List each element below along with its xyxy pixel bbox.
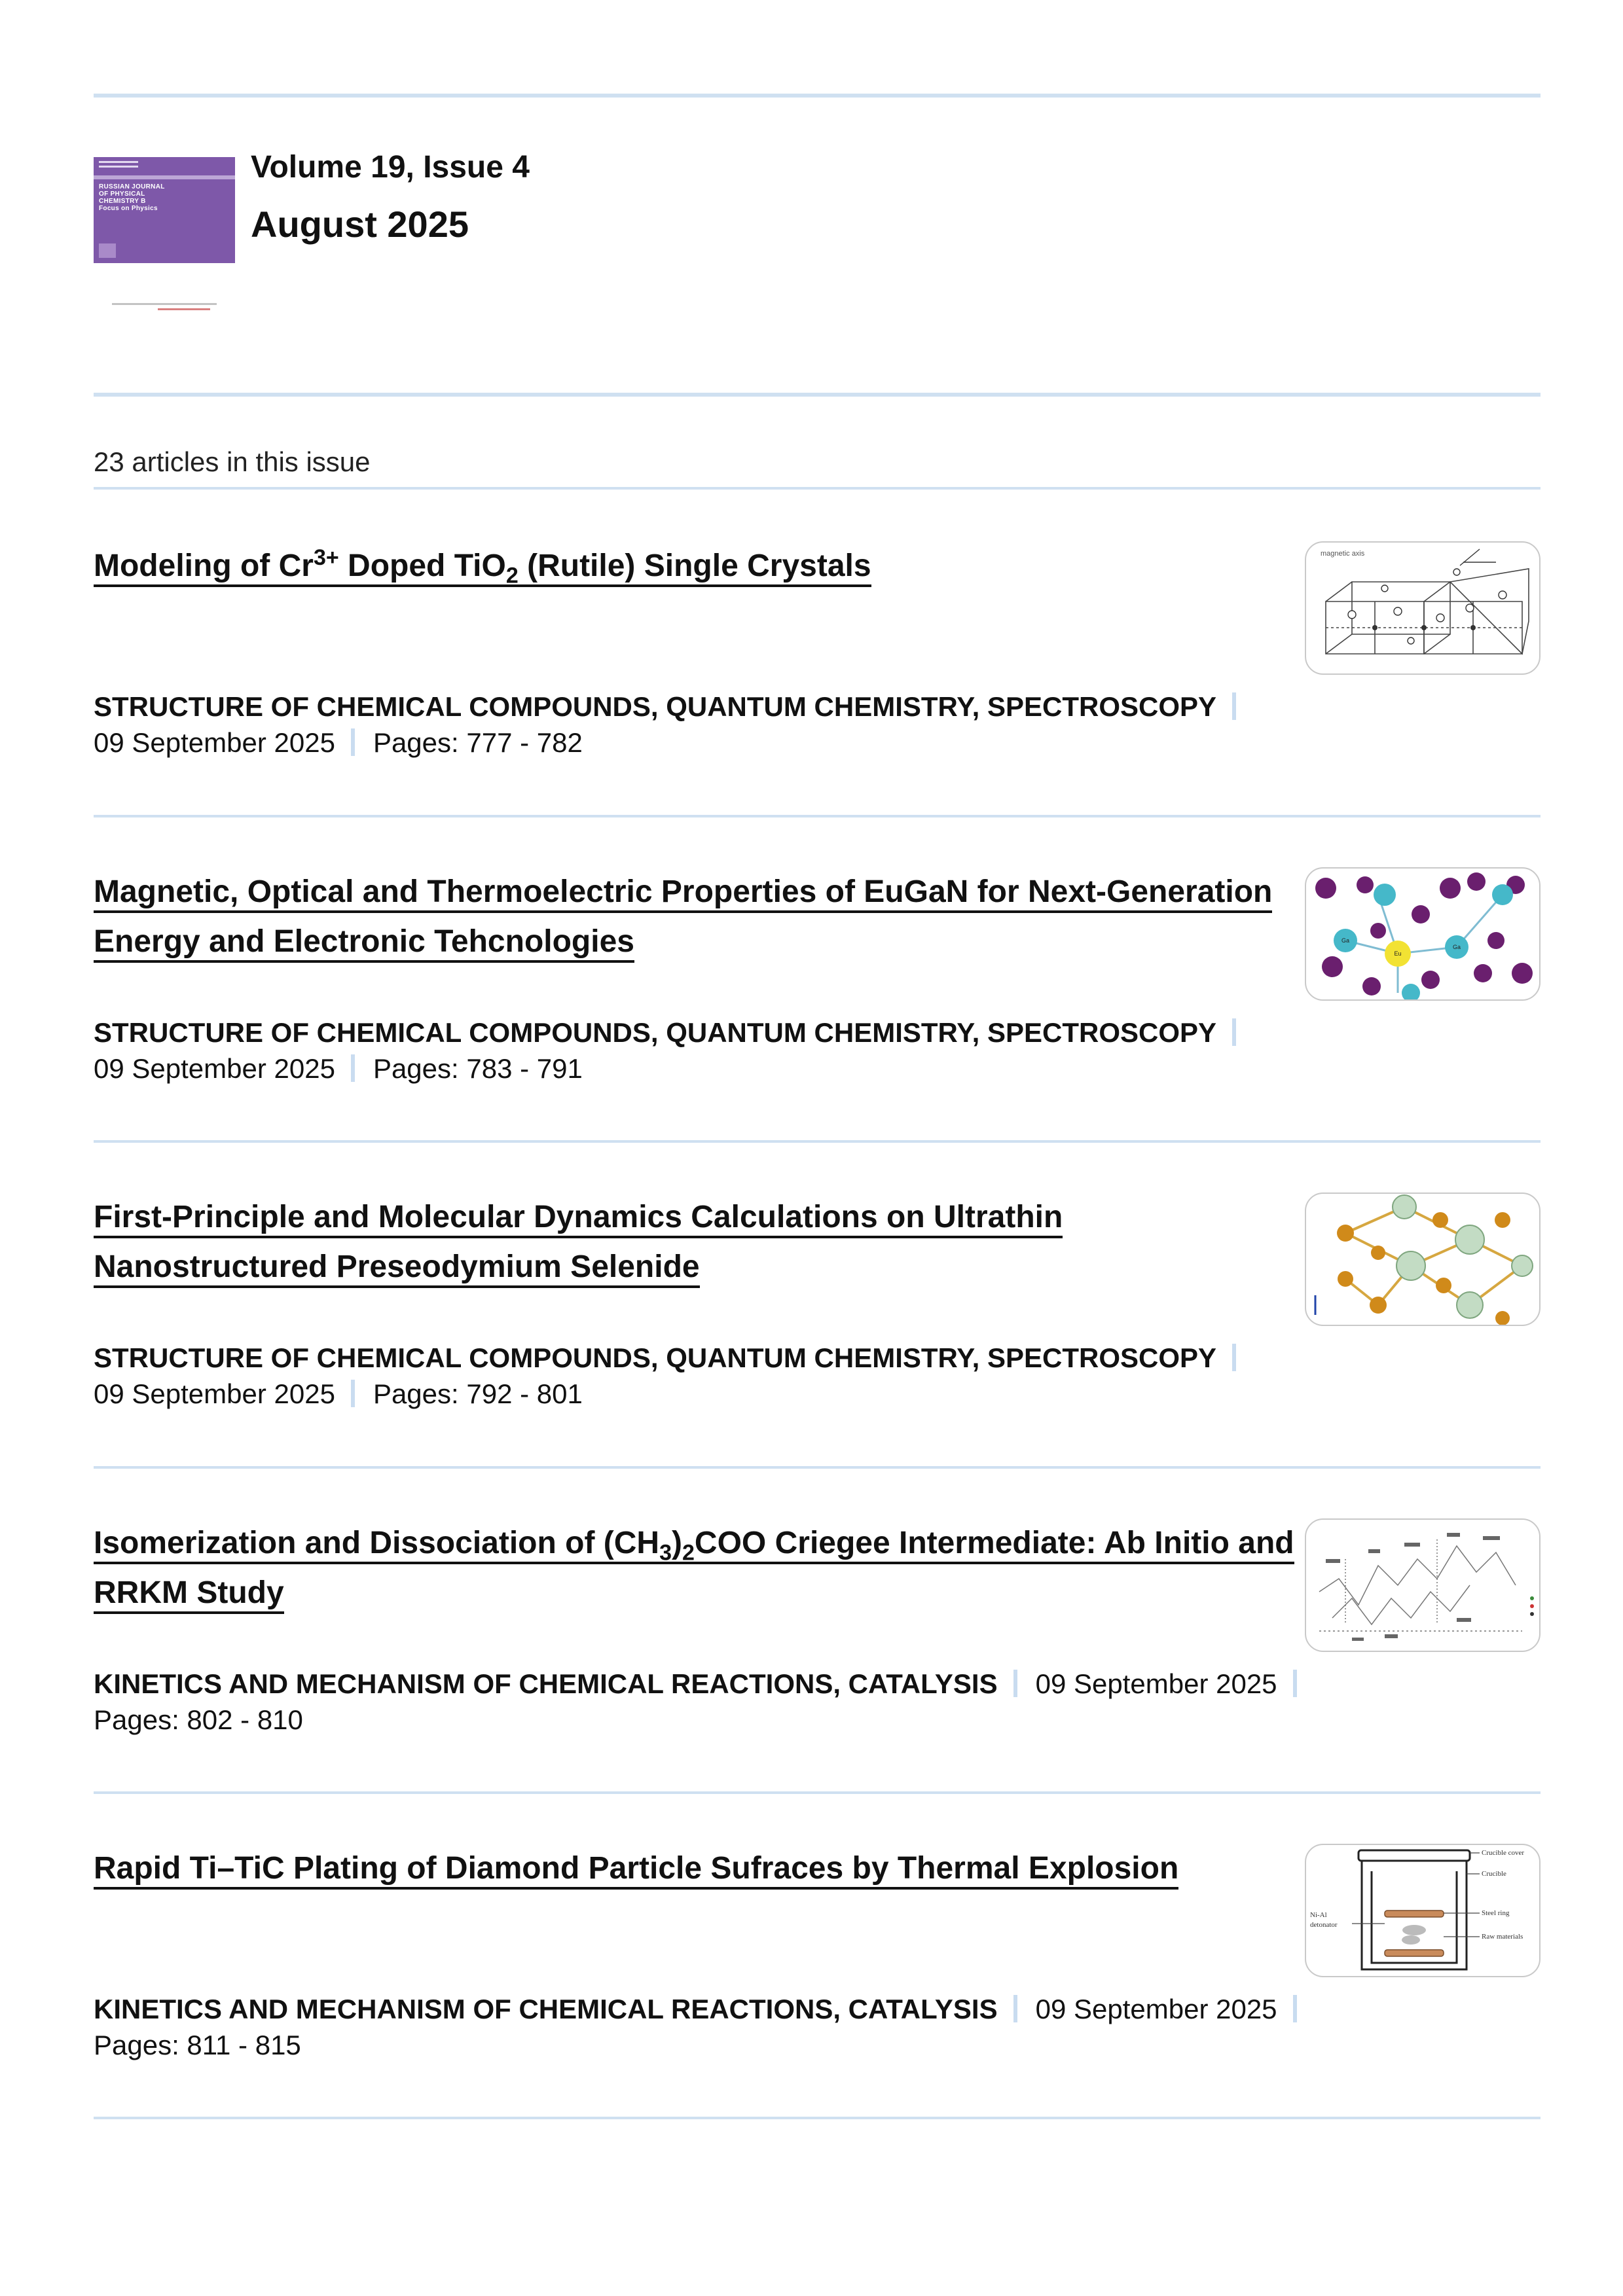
article-title-link[interactable]: Magnetic, Optical and Thermoelectric Properties of EuGaN for Next-Generation Energy and Electronic Tehcnologies: [94, 874, 1272, 963]
article-meta: [94, 689, 1377, 761]
article-date: 09 September 2025: [94, 1378, 335, 1409]
article-pages: Pages: 777 - 782: [373, 727, 583, 758]
article-pages: Pages: 792 - 801: [373, 1378, 583, 1409]
issue-date: August 2025: [251, 204, 469, 245]
thumb-part-label: Raw materials: [1482, 1933, 1523, 1941]
article-date: 09 September 2025: [94, 1053, 335, 1084]
article-item: [94, 1518, 1541, 1754]
thumb-part-label: detonator: [1310, 1921, 1338, 1929]
crystal-lattice-thumbnail[interactable]: [1305, 541, 1541, 675]
article-divider: [94, 1140, 1541, 1143]
article-meta: [94, 1340, 1377, 1412]
crystal-lattice-icon: [1306, 543, 1539, 673]
thumb-axis-label: magnetic axis: [1321, 550, 1365, 558]
thumb-part-label: Steel ring: [1482, 1909, 1510, 1917]
separator: [1013, 1670, 1017, 1697]
separator: [1293, 1995, 1297, 2022]
atomic-structure-icon: [1306, 869, 1539, 999]
article-date: 09 September 2025: [1035, 1994, 1277, 2024]
article-title: [94, 867, 1298, 967]
separator: [1232, 692, 1236, 720]
thumb-part-label: Crucible cover: [1482, 1849, 1525, 1857]
molecular-model-thumbnail[interactable]: [1305, 1193, 1541, 1326]
article-meta: [94, 1014, 1377, 1086]
separator: [1232, 1344, 1236, 1371]
molecular-model-icon: [1306, 1194, 1539, 1325]
article-divider: [94, 1466, 1541, 1469]
list-divider: [94, 487, 1541, 490]
article-title-link[interactable]: Modeling of $Cr^{3+}$ Doped TiO$_2$ (Rutile) Single Crystals: [94, 545, 871, 588]
article-item: [94, 1193, 1541, 1428]
article-title-link[interactable]: Isomerization and Dissociation of $(CH_3)_2COO$ Criegee Intermediate: Ab Initio and RRKM Study: [94, 1526, 1294, 1614]
article-title: [94, 1193, 1298, 1292]
thumb-part-label: Ni-Al: [1310, 1911, 1327, 1919]
crucible-apparatus-icon: [1306, 1845, 1539, 1976]
top-divider: [94, 94, 1541, 98]
issue-volume: Volume 19, Issue 4: [251, 150, 530, 185]
article-divider: [94, 2117, 1541, 2119]
separator: [1013, 1995, 1017, 2022]
thumb-atom-label: Eu: [1394, 950, 1402, 957]
article-section[interactable]: STRUCTURE OF CHEMICAL COMPOUNDS, QUANTUM CHEMISTRY, SPECTROSCOPY: [94, 691, 1217, 722]
article-divider: [94, 815, 1541, 817]
crucible-apparatus-thumbnail[interactable]: [1305, 1844, 1541, 1977]
journal-cover-image[interactable]: [94, 157, 235, 327]
atomic-structure-thumbnail[interactable]: [1305, 867, 1541, 1001]
article-pages: Pages: 811 - 815: [94, 2030, 301, 2060]
article-section[interactable]: STRUCTURE OF CHEMICAL COMPOUNDS, QUANTUM CHEMISTRY, SPECTROSCOPY: [94, 1342, 1217, 1373]
cover-panel: [94, 157, 235, 263]
header-divider: [94, 393, 1541, 397]
article-pages: Pages: 783 - 791: [373, 1053, 583, 1084]
reaction-pathway-thumbnail[interactable]: [1305, 1518, 1541, 1652]
separator: [1293, 1670, 1297, 1697]
cover-top-lines: [99, 161, 230, 170]
article-pages: Pages: 802 - 810: [94, 1704, 303, 1735]
cover-stripe: [94, 175, 235, 179]
separator: [351, 1054, 355, 1082]
thumb-atom-label: Ga: [1341, 937, 1350, 944]
reaction-pathway-icon: [1306, 1520, 1539, 1651]
separator: [351, 728, 355, 756]
article-title: [94, 541, 1298, 591]
article-section[interactable]: KINETICS AND MECHANISM OF CHEMICAL REACTIONS, CATALYSIS: [94, 1668, 998, 1699]
separator: [1232, 1018, 1236, 1046]
article-count: 23 articles in this issue: [94, 446, 371, 477]
thumb-part-label: Crucible: [1482, 1870, 1506, 1878]
article-title: [94, 1844, 1298, 1893]
article-meta: [94, 1991, 1377, 2063]
cover-title: RUSSIAN JOURNAL OF PHYSICAL CHEMISTRY B Focus on Physics: [99, 183, 165, 212]
article-item: [94, 1844, 1541, 2079]
publisher-logo: [112, 300, 217, 319]
article-title-link[interactable]: First-Principle and Molecular Dynamics Calculations on Ultrathin Nanostructured Preseodymium Selenide: [94, 1200, 1063, 1288]
article-title-link[interactable]: Rapid Ti–TiC Plating of Diamond Particle Sufraces by Thermal Explosion: [94, 1851, 1178, 1890]
article-item: [94, 541, 1541, 777]
article-section[interactable]: STRUCTURE OF CHEMICAL COMPOUNDS, QUANTUM CHEMISTRY, SPECTROSCOPY: [94, 1017, 1217, 1048]
article-item: [94, 867, 1541, 1103]
article-date: 09 September 2025: [94, 727, 335, 758]
thumb-atom-label: Ga: [1452, 944, 1461, 950]
article-title: [94, 1518, 1298, 1618]
article-meta: [94, 1666, 1377, 1738]
separator: [351, 1380, 355, 1407]
article-section[interactable]: KINETICS AND MECHANISM OF CHEMICAL REACTIONS, CATALYSIS: [94, 1994, 998, 2024]
article-date: 09 September 2025: [1035, 1668, 1277, 1699]
article-divider: [94, 1791, 1541, 1794]
cover-badge: [99, 243, 116, 258]
